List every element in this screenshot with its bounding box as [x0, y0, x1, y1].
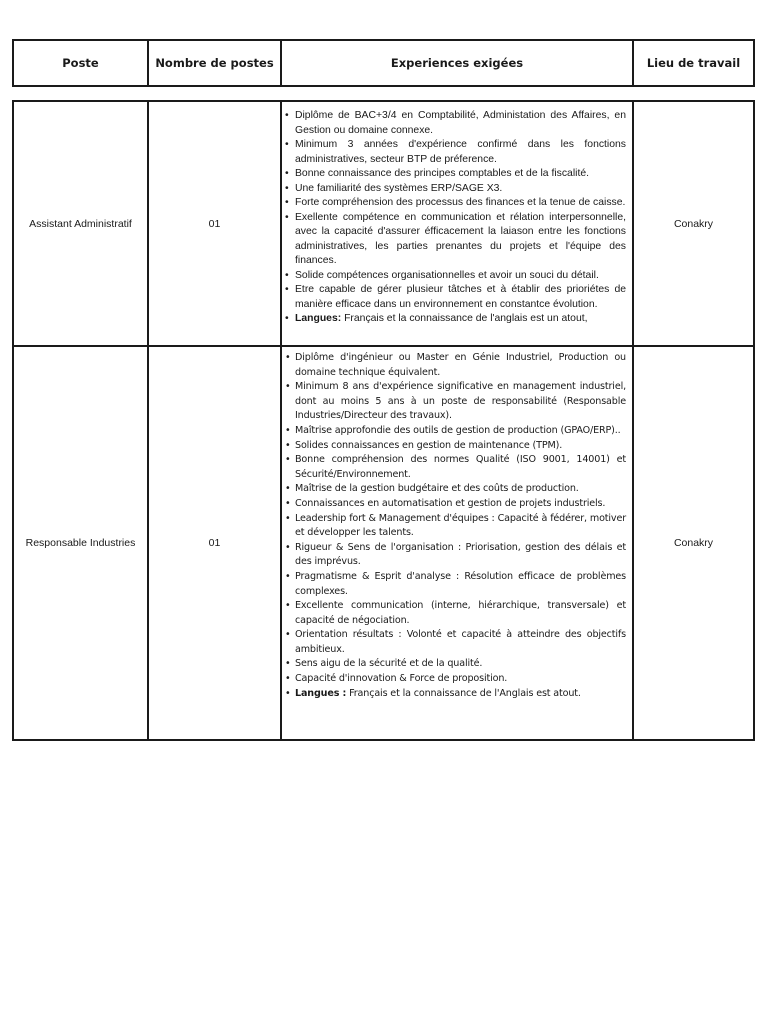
- row-2-nombre: 01: [149, 347, 282, 739]
- list-item-languages: [295, 312, 626, 327]
- row-2-experiences: [282, 347, 634, 739]
- list-item: • Excellente communication (interne, hiérarchique, transversale) et capacité de négociation.: [295, 599, 626, 628]
- languages-label: Langues:: [295, 313, 342, 324]
- list-item: • Minimum 3 années d'expérience confirmé dans les fonctions administratives, secteur BTP de préference.: [295, 138, 626, 167]
- row-2-lieu: Conakry: [673, 537, 714, 549]
- list-item: • Leadership fort & Management d'équipes : Capacité à fédérer, motiver et développer les talents.: [295, 512, 626, 541]
- table-header: [12, 39, 755, 87]
- list-item: • Solides connaissances en gestion de maintenance (TPM).: [295, 439, 626, 454]
- list-item-languages: [295, 687, 626, 702]
- list-item: • Solide compétences organisationnelles et avoir un souci du détail.: [295, 269, 626, 284]
- list-item: • Orientation résultats : Volonté et capacité à atteindre des objectifs ambitieux.: [295, 628, 626, 657]
- list-item: • Capacité d'innovation & Force de proposition.: [295, 672, 626, 687]
- list-item: • Forte compréhension des processus des finances et la tenue de caisse.: [295, 196, 626, 211]
- list-item: • Bonne compréhension des normes Qualité (ISO 9001, 14001) et Sécurité/Environnement.: [295, 453, 626, 482]
- list-item: • Diplôme d'ingénieur ou Master en Génie Industriel, Production ou domaine technique équivalent.: [295, 351, 626, 380]
- row-1-experiences: [282, 102, 634, 347]
- list-item: • Sens aigu de la sécurité et de la qualité.: [295, 657, 626, 672]
- row-1-poste: Assistant Administratif: [14, 102, 149, 347]
- list-item: • Connaissances en automatisation et gestion de projets industriels.: [295, 497, 626, 512]
- requirements-list: [282, 351, 632, 701]
- row-2-poste: Responsable Industries: [14, 347, 149, 739]
- list-item: • Une familiarité des systèmes ERP/SAGE X3.: [295, 182, 626, 197]
- header-poste: Poste: [14, 41, 149, 85]
- row-1-lieu: Conakry: [634, 102, 753, 347]
- job-table: [12, 100, 755, 741]
- list-item: • Maîtrise approfondie des outils de gestion de production (GPAO/ERP)..: [295, 424, 626, 439]
- languages-text: Français et la connaissance de l'anglais est un atout,: [341, 313, 588, 324]
- list-item: • Maîtrise de la gestion budgétaire et des coûts de production.: [295, 482, 626, 497]
- list-item: • Exellente compétence en communication et rélation interpersonnelle, avec la capacité d'assurer éfficacement la laiason entre les fonctions administratives, les parties prenantes du projets et l'équipe des finances.: [295, 211, 626, 269]
- list-item: • Bonne connaissance des principes comptables et de la fiscalité.: [295, 167, 626, 182]
- row-1-nombre: 01: [149, 102, 282, 347]
- header-experiences: Experiences exigées: [282, 41, 634, 85]
- languages-label: Langues :: [295, 687, 347, 699]
- header-nombre-de-postes: Nombre de postes: [149, 41, 282, 85]
- list-item: • Pragmatisme & Esprit d'analyse : Résolution efficace de problèmes complexes.: [295, 570, 626, 599]
- list-item: • Rigueur & Sens de l'organisation : Priorisation, gestion des délais et des imprévus.: [295, 541, 626, 570]
- languages-text: Français et la connaissance de l'Anglais est atout.: [346, 687, 581, 699]
- list-item: • Minimum 8 ans d'expérience significative en management industriel, dont au moins 5 ans à un poste de responsabilité (Responsable Industries/Directeur des travaux).: [295, 380, 626, 424]
- list-item: • Diplôme de BAC+3/4 en Comptabilité, Administation des Affaires, en Gestion ou domaine connexe.: [295, 109, 626, 138]
- list-item: • Etre capable de gérer plusieur tâtches et à établir des prioriétes de manière efficace dans un environnement en constantce évolution.: [295, 283, 626, 312]
- header-lieu-de-travail: Lieu de travail: [646, 56, 741, 70]
- requirements-list: [282, 109, 632, 327]
